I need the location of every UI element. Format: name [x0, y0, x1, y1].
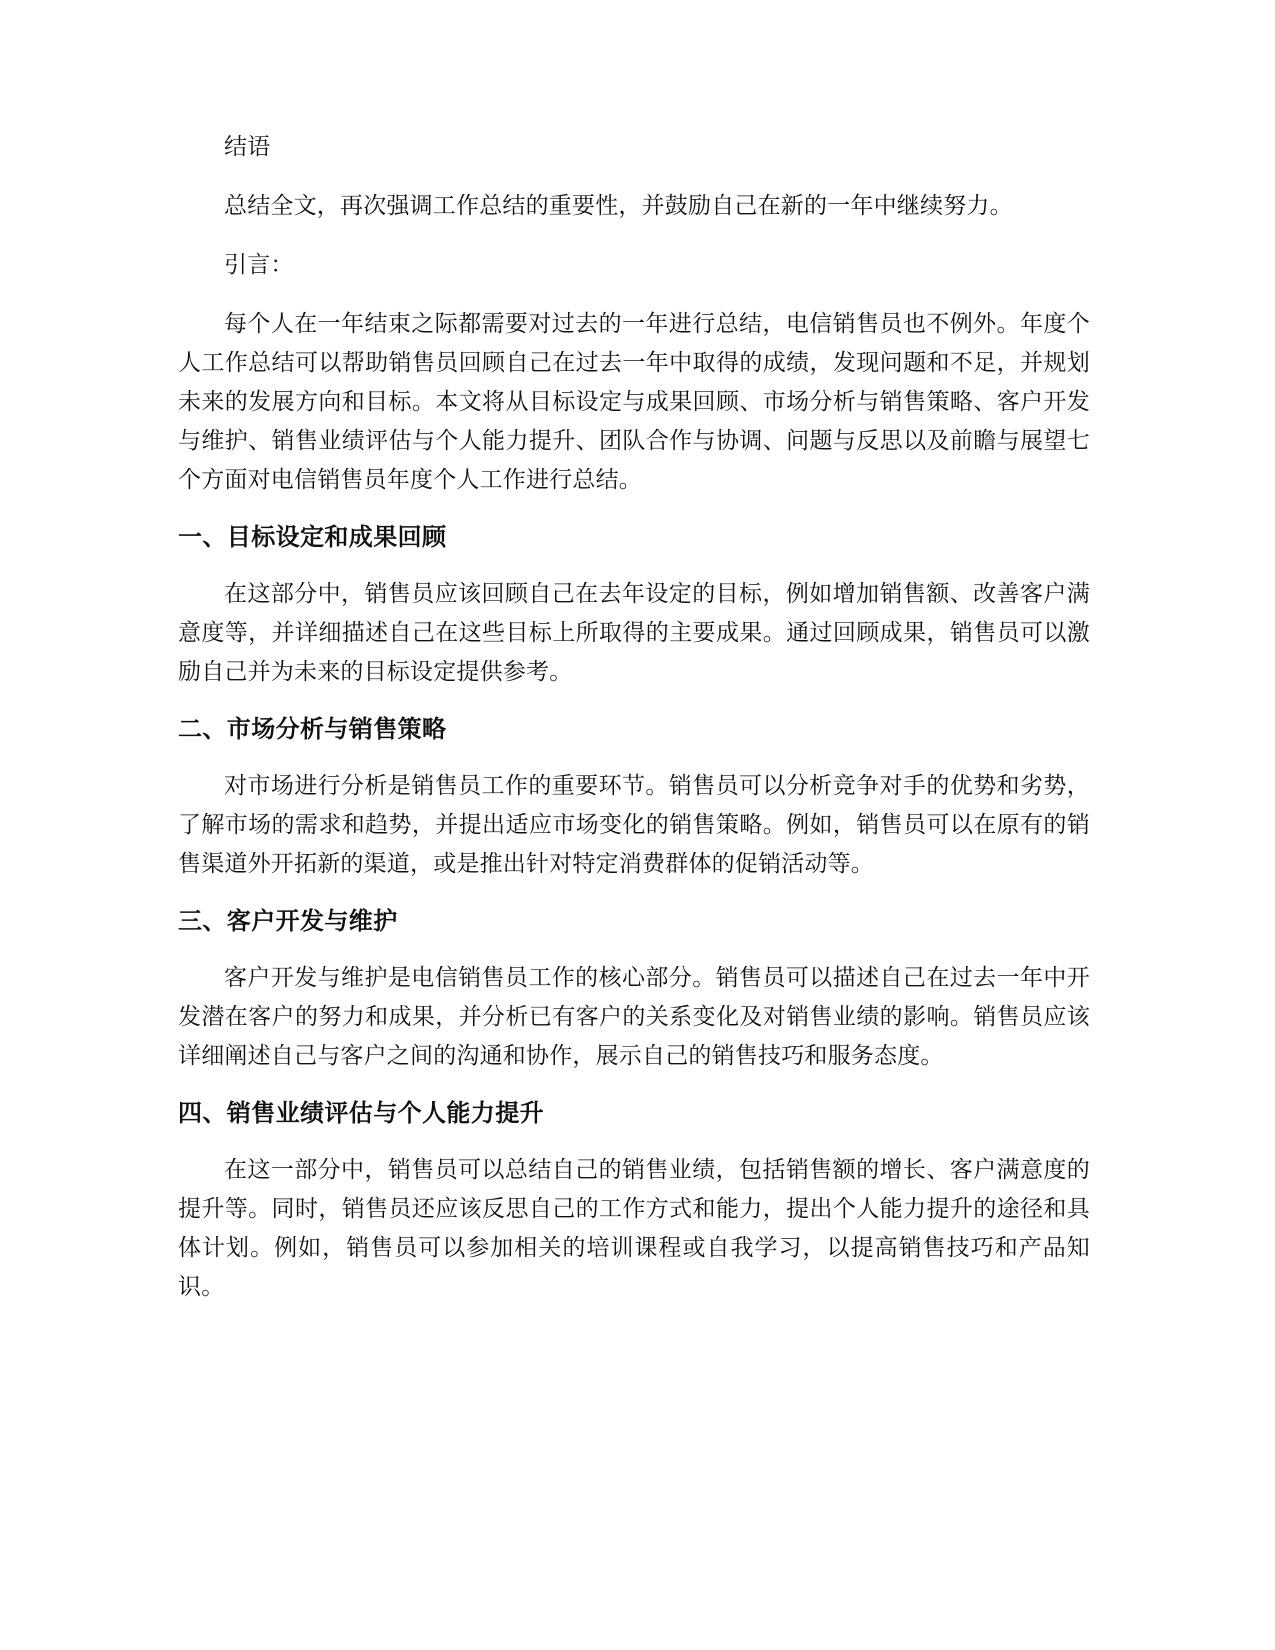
- section-heading-customers: 三、客户开发与维护: [178, 907, 398, 935]
- closing-summary: 总结全文，再次强调工作总结的重要性，并鼓励自己在新的一年中继续努力。: [224, 193, 1013, 219]
- section-body-customers: 客户开发与维护是电信销售员工作的核心部分。销售员可以描述自己在过去一年中开发潜在客户的努力和成果，并分析已有客户的关系变化及对销售业绩的影响。销售员应该详细阐述自己与客户之间的沟通和协作，展示自己的销售技巧和服务态度。: [178, 965, 1090, 1069]
- closing-label: 结语: [224, 134, 271, 160]
- intro-label: 引言：: [224, 252, 294, 278]
- document-content: [178, 128, 1090, 1325]
- section-body-performance: 在这一部分中，销售员可以总结自己的销售业绩，包括销售额的增长、客户满意度的提升等。同时，销售员还应该反思自己的工作方式和能力，提出个人能力提升的途径和具体计划。例如，销售员可以参加相关的培训课程或自我学习，以提高销售技巧和产品知识。: [178, 1157, 1090, 1300]
- section-body-goals: 在这部分中，销售员应该回顾自己在去年设定的目标，例如增加销售额、改善客户满意度等，并详细描述自己在这些目标上所取得的主要成果。通过回顾成果，销售员可以激励自己并为未来的目标设定提供参考。: [178, 581, 1090, 685]
- section-heading-goals: 一、目标设定和成果回顾: [178, 523, 447, 551]
- section-heading-performance: 四、销售业绩评估与个人能力提升: [178, 1099, 544, 1127]
- intro-body: 每个人在一年结束之际都需要对过去的一年进行总结，电信销售员也不例外。年度个人工作总结可以帮助销售员回顾自己在过去一年中取得的成绩，发现问题和不足，并规划未来的发展方向和目标。本文将从目标设定与成果回顾、市场分析与销售策略、客户开发与维护、销售业绩评估与个人能力提升、团队合作与协调、问题与反思以及前瞻与展望七个方面对电信销售员年度个人工作进行总结。: [178, 311, 1090, 493]
- section-body-market: 对市场进行分析是销售员工作的重要环节。销售员可以分析竞争对手的优势和劣势，了解市场的需求和趋势，并提出适应市场变化的销售策略。例如，销售员可以在原有的销售渠道外开拓新的渠道，或是推出针对特定消费群体的促销活动等。: [178, 773, 1090, 877]
- section-heading-market: 二、市场分析与销售策略: [178, 715, 447, 743]
